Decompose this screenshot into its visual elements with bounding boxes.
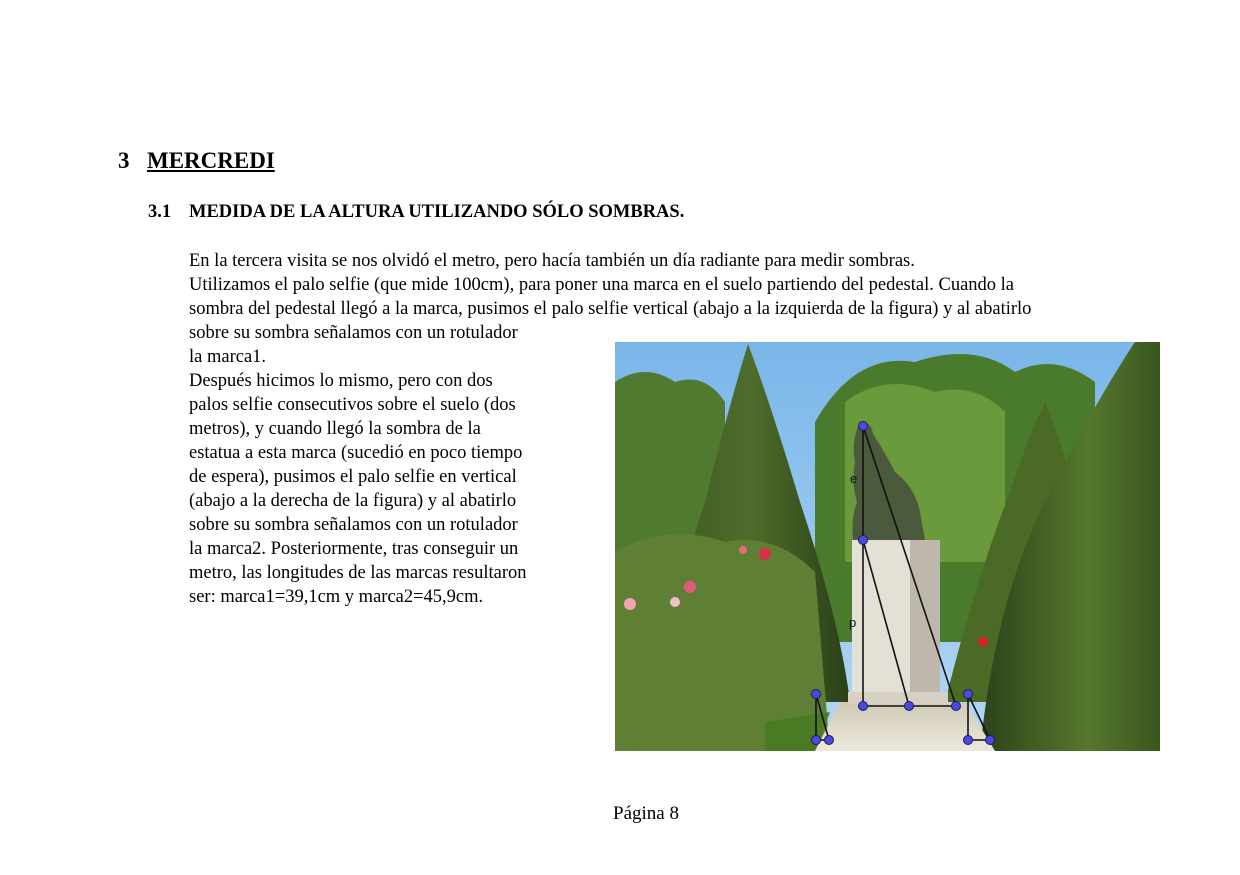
paragraph-intro (189, 249, 1031, 321)
text-line: En la tercera visita se nos olvidó el metro, pero hacía también un día radiante para medir sombras. (189, 251, 915, 271)
text-line: sobre su sombra señalamos con un rotulador (189, 515, 518, 535)
statue-shadow-photo (615, 342, 1160, 751)
construction-point (986, 736, 995, 745)
section-title: MERCREDI (147, 148, 275, 173)
subsection-heading (148, 202, 684, 223)
text-line: de espera), pusimos el palo selfie en vertical (189, 467, 517, 487)
rose-flower (759, 548, 771, 560)
rose-flower (684, 581, 696, 593)
text-line: Después hicimos lo mismo, pero con dos (189, 371, 493, 391)
rose-flower (670, 597, 680, 607)
pedestal-shadow (910, 540, 940, 700)
label-e: e (850, 471, 858, 486)
construction-point (964, 690, 973, 699)
section-number: 3 (118, 148, 130, 173)
text-line: metro, las longitudes de las marcas resultaron (189, 563, 527, 583)
label-p: p (849, 615, 857, 630)
subsection-title: MEDIDA DE LA ALTURA UTILIZANDO SÓLO SOMBRAS. (189, 202, 685, 222)
text-line: sobre su sombra señalamos con un rotulador (189, 323, 518, 343)
rose-flower (739, 546, 747, 554)
text-line: metros), y cuando llegó la sombra de la (189, 419, 481, 439)
construction-point (952, 702, 961, 711)
construction-point (812, 690, 821, 699)
rose-flower (978, 637, 988, 647)
construction-point (859, 536, 868, 545)
page-number: Página 8 (613, 803, 679, 824)
text-line: palos selfie consecutivos sobre el suelo (dos (189, 395, 516, 415)
construction-point (905, 702, 914, 711)
subsection-number: 3.1 (148, 202, 172, 222)
construction-point (859, 422, 868, 431)
construction-point (825, 736, 834, 745)
construction-point (859, 702, 868, 711)
text-line: Utilizamos el palo selfie (que mide 100cm), para poner una marca en el suelo partiendo del pedestal. Cuando la (189, 275, 1015, 295)
text-line: sombra del pedestal llegó a la marca, pusimos el palo selfie vertical (abajo a la izquierda de la figura) y al abatirlo (189, 299, 1032, 319)
construction-point (964, 736, 973, 745)
text-line: ser: marca1=39,1cm y marca2=45,9cm. (189, 587, 484, 607)
text-line: la marca1. (189, 347, 267, 367)
section-heading (118, 148, 275, 174)
text-line: la marca2. Posteriormente, tras conseguir un (189, 539, 519, 559)
text-line: estatua a esta marca (sucedió en poco tiempo (189, 443, 523, 463)
rose-flower (624, 598, 636, 610)
text-line: (abajo a la derecha de la figura) y al abatirlo (189, 491, 517, 511)
paragraph-column (189, 321, 527, 609)
construction-point (812, 736, 821, 745)
